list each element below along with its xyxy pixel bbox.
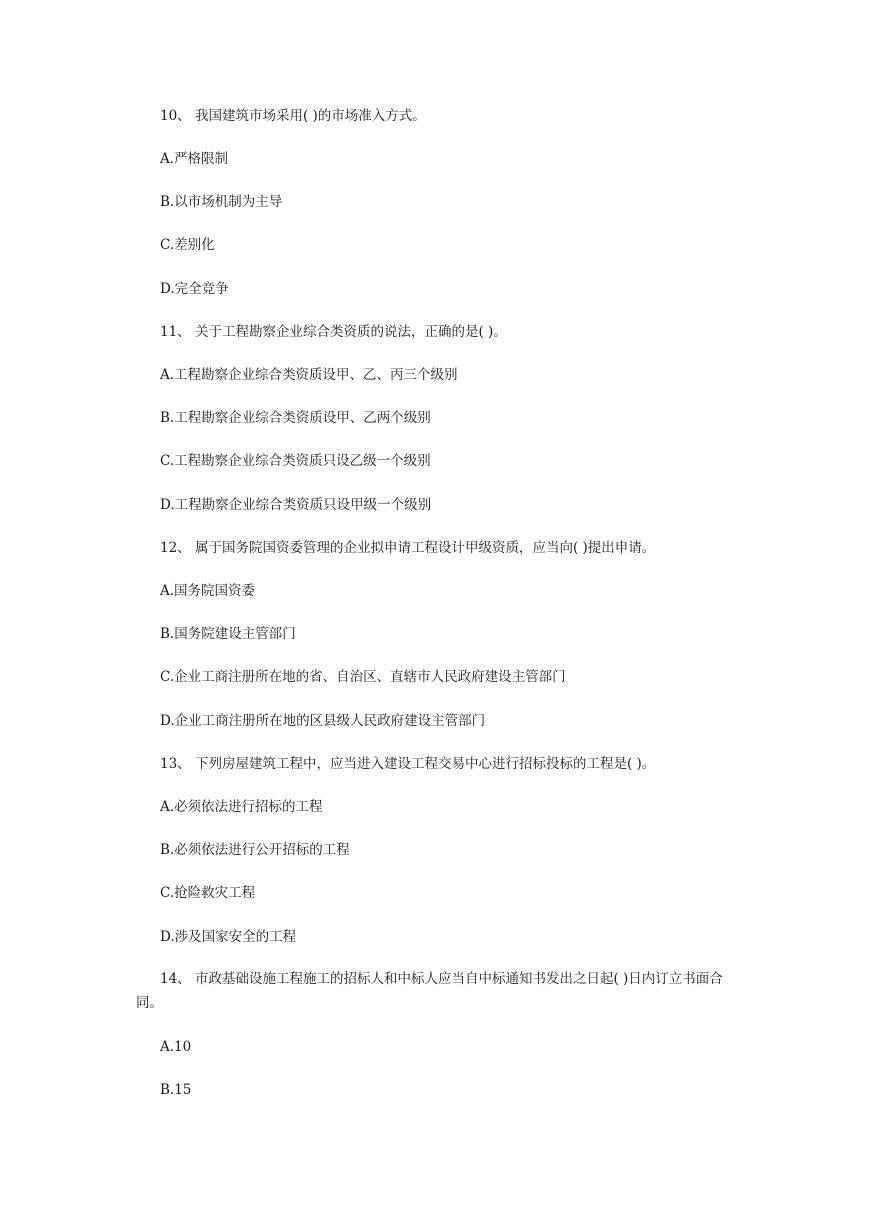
question-12-stem: 12、 属于国务院国资委管理的企业拟申请工程设计甲级资质，应当向( )提出申请。 — [160, 540, 656, 556]
question-12-option-c: C.企业工商注册所在地的省、自治区、直辖市人民政府建设主管部门 — [160, 669, 566, 685]
question-10-option-b: B.以市场机制为主导 — [160, 194, 283, 210]
question-10-option-d: D.完全竞争 — [160, 281, 229, 297]
question-10-stem: 10、 我国建筑市场采用( )的市场准入方式。 — [160, 108, 426, 124]
question-12-option-a: A.国务院国资委 — [160, 583, 256, 599]
question-13-option-a: A.必须依法进行招标的工程 — [160, 799, 323, 815]
question-13-stem: 13、 下列房屋建筑工程中，应当进入建设工程交易中心进行招标投标的工程是( )。 — [160, 756, 656, 772]
question-13-option-b: B.必须依法进行公开招标的工程 — [160, 842, 350, 858]
question-11-option-a: A.工程勘察企业综合类资质设甲、乙、丙三个级别 — [160, 367, 458, 383]
question-10-option-a: A.严格限制 — [160, 151, 229, 167]
question-12-option-d: D.企业工商注册所在地的区县级人民政府建设主管部门 — [160, 713, 486, 729]
question-14-stem: 14、 市政基础设施工程施工的招标人和中标人应当自中标通知书发出之日起( )日内订立书面合同。 — [136, 971, 723, 1011]
question-11-option-d: D.工程勘察企业综合类资质只设甲级一个级别 — [160, 497, 432, 513]
question-11-stem: 11、 关于工程勘察企业综合类资质的说法，正确的是( )。 — [160, 324, 507, 340]
question-11-option-b: B.工程勘察企业综合类资质设甲、乙两个级别 — [160, 410, 431, 426]
question-13-option-c: C.抢险救灾工程 — [160, 885, 256, 901]
question-14-option-b: B.15 — [160, 1082, 192, 1098]
question-14-option-a: A.10 — [160, 1039, 192, 1055]
question-13-option-d: D.涉及国家安全的工程 — [160, 929, 297, 945]
question-11-option-c: C.工程勘察企业综合类资质只设乙级一个级别 — [160, 453, 431, 469]
question-12-option-b: B.国务院建设主管部门 — [160, 626, 296, 642]
question-10-option-c: C.差别化 — [160, 237, 215, 253]
